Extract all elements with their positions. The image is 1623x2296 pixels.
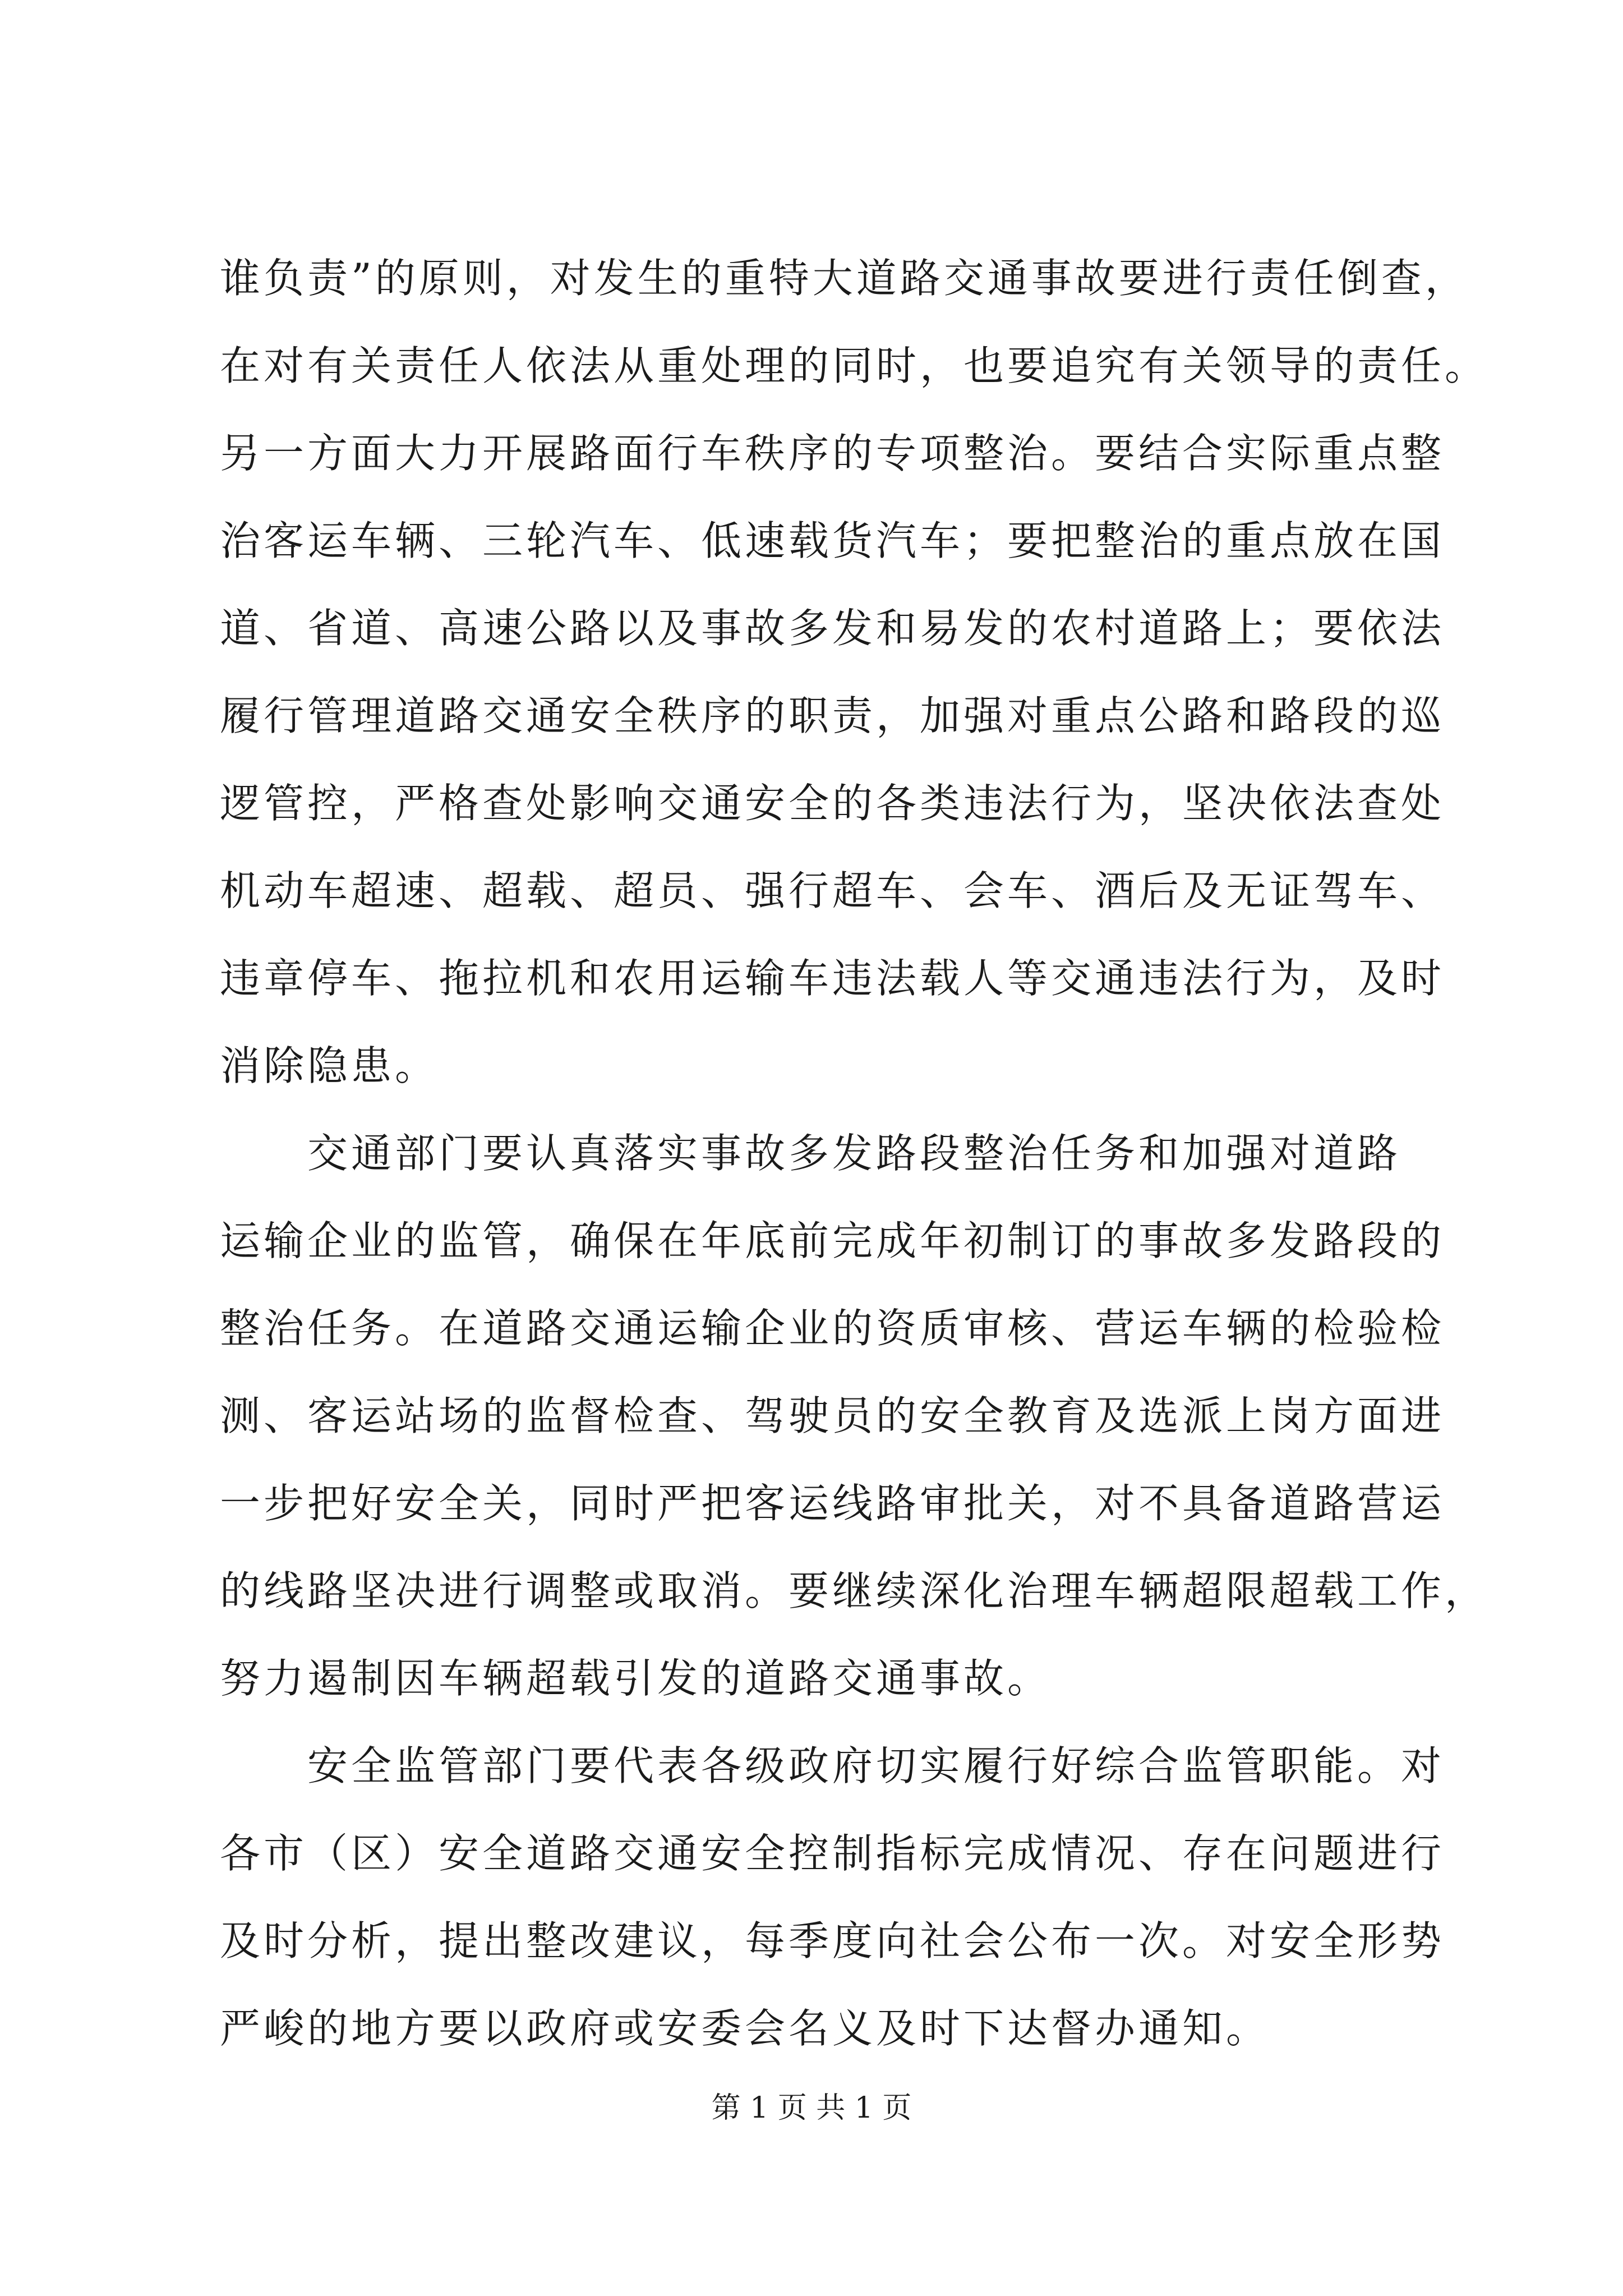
document-body (220, 234, 1489, 2072)
text-line: 谁负责”的原则，对发生的重特大道路交通事故要进行责任倒查， (220, 255, 1469, 302)
text-line: 及时分析，提出整改建议，每季度向社会公布一次。对安全形势 (220, 1917, 1445, 1964)
text-line: 整治任务。在道路交通运输企业的资质审核、营运车辆的检验检 (220, 1305, 1445, 1352)
text-line: 治客运车辆、三轮汽车、低速载货汽车；要把整治的重点放在国 (220, 517, 1445, 564)
text-line: 机动车超速、超载、超员、强行超车、会车、酒后及无证驾车、 (220, 867, 1445, 914)
page-number: 第 1 页 共 1 页 (711, 2091, 912, 2125)
text-line: 另一方面大力开展路面行车秩序的专项整治。要结合实际重点整 (220, 430, 1445, 477)
text-line: 努力遏制因车辆超载引发的道路交通事故。 (220, 1655, 1052, 1702)
text-line: 交通部门要认真落实事故多发路段整治任务和加强对道路 (220, 1130, 1401, 1177)
text-line: 测、客运站场的监督检查、驾驶员的安全教育及选派上岗方面进 (220, 1392, 1445, 1439)
text-line: 履行管理道路交通安全秩序的职责，加强对重点公路和路段的巡 (220, 692, 1445, 739)
text-line: 道、省道、高速公路以及事故多发和易发的农村道路上；要依法 (220, 605, 1445, 652)
text-line: 一步把好安全关，同时严把客运线路审批关，对不具备道路营运 (220, 1480, 1445, 1527)
page-footer (0, 2086, 1623, 2131)
text-line: 违章停车、拖拉机和农用运输车违法载人等交通违法行为，及时 (220, 955, 1445, 1002)
text-line: 各市（区）安全道路交通安全控制指标完成情况、存在问题进行 (220, 1830, 1445, 1877)
text-line: 运输企业的监管，确保在年底前完成年初制订的事故多发路段的 (220, 1217, 1445, 1264)
text-line: 逻管控，严格查处影响交通安全的各类违法行为，坚决依法查处 (220, 780, 1445, 827)
text-line: 消除隐患。 (220, 1042, 439, 1089)
text-line: 严峻的地方要以政府或安委会名义及时下达督办通知。 (220, 2005, 1270, 2052)
text-line: 安全监管部门要代表各级政府切实履行好综合监管职能。对 (220, 1742, 1445, 1789)
text-line: 的线路坚决进行调整或取消。要继续深化治理车辆超限超载工作， (220, 1567, 1489, 1614)
text-line: 在对有关责任人依法从重处理的同时，也要追究有关领导的责任。 (220, 342, 1489, 389)
